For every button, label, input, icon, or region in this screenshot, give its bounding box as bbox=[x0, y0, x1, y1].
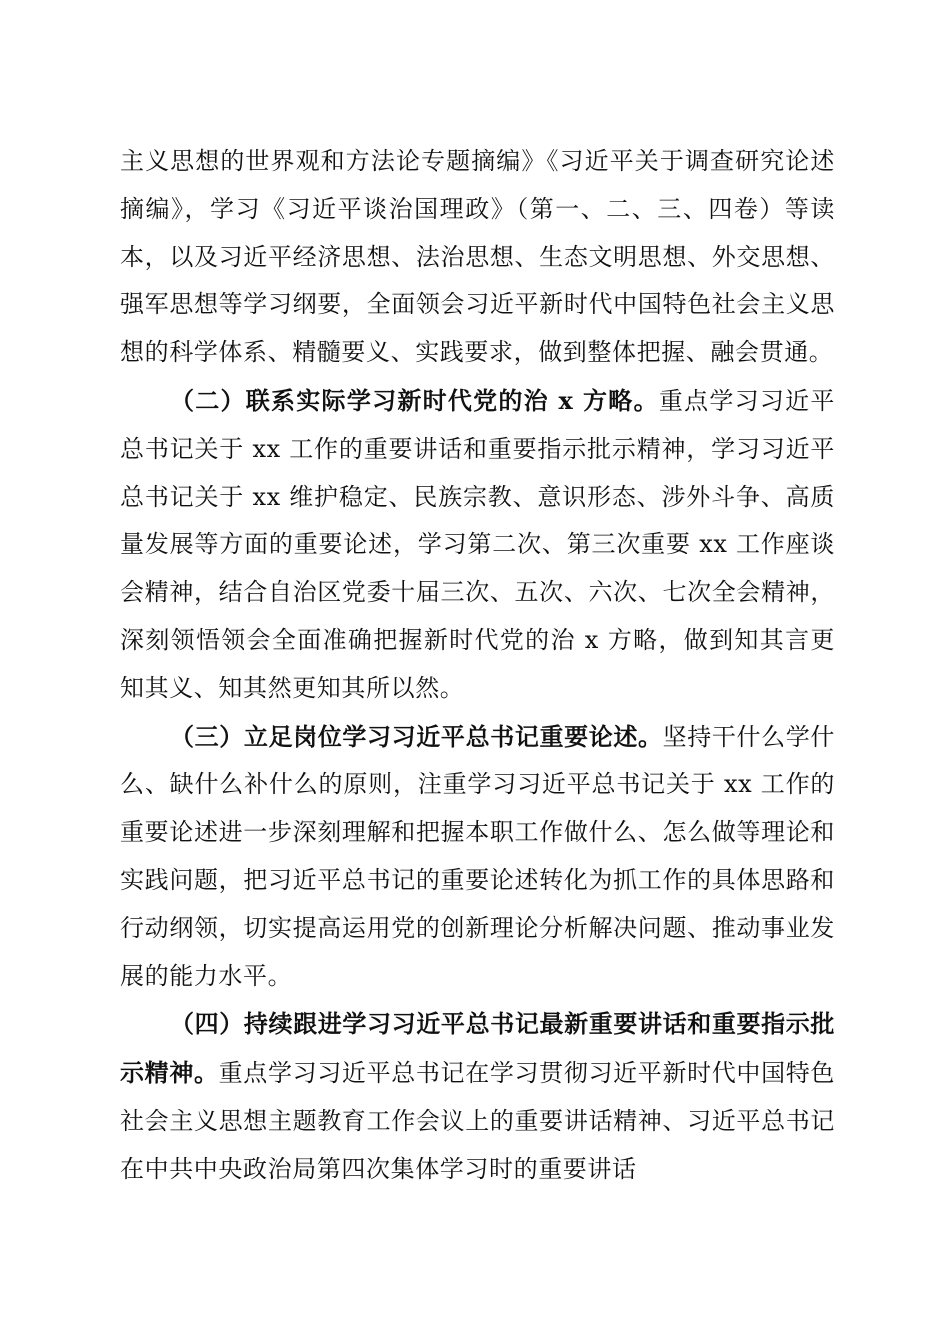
document-body bbox=[120, 138, 835, 1194]
paragraph-3-body: 坚持干什么学什么、缺什么补什么的原则，注重学习习近平总书记关于 xx 工作的重要论述进一步深刻理解和把握本职工作做什么、怎么做等理论和实践问题，把习近平总书记的重要论述转化为抓工作的具体思路和行动纲领，切实提高运用党的创新理论分析解决问题、推动事业发展的能力水平。 bbox=[120, 722, 836, 990]
paragraph-3-heading: （三）立足岗位学习习近平总书记重要论述。 bbox=[170, 721, 663, 751]
paragraph-2-heading: （二）联系实际学习新时代党的治 x 方略。 bbox=[170, 385, 659, 415]
paragraph-2-body: 重点学习习近平总书记关于 xx 工作的重要讲话和重要指示批示精神，学习习近平总书记关于 xx 维护稳定、民族宗教、意识形态、涉外斗争、高质量发展等方面的重要论述，学习第二次、第三次重要 xx 工作座谈会精神，结合自治区党委十届三次、五次、六次、七次全会精神，深刻领悟领会全面准确把握新时代党的治 x 方略，做到知其言更知其义、知其然更知其所以然。 bbox=[120, 386, 835, 702]
paragraph-4-heading: （四）持续跟进学习习近平总书记最新重要讲话和重要指示批示精神。 bbox=[120, 1009, 835, 1088]
paragraph-1 bbox=[120, 138, 835, 377]
paragraph-4 bbox=[120, 1000, 835, 1193]
paragraph-4-body: 重点学习习近平总书记在学习贯彻习近平新时代中国特色社会主义思想主题教育工作会议上的重要讲话精神、习近平总书记在中共中央政治局第四次集体学习时的重要讲话 bbox=[120, 1059, 836, 1183]
paragraph-3 bbox=[120, 713, 835, 1001]
paragraph-2 bbox=[120, 377, 835, 713]
paragraph-1-body: 主义思想的世界观和方法论专题摘编》《习近平关于调查研究论述摘编》，学习《习近平谈治国理政》（第一、二、三、四卷）等读本，以及习近平经济思想、法治思想、生态文明思想、外交思想、强军思想等学习纲要，全面领会习近平新时代中国特色社会主义思想的科学体系、精髓要义、实践要求，做到整体把握、融会贯通。 bbox=[120, 147, 835, 367]
